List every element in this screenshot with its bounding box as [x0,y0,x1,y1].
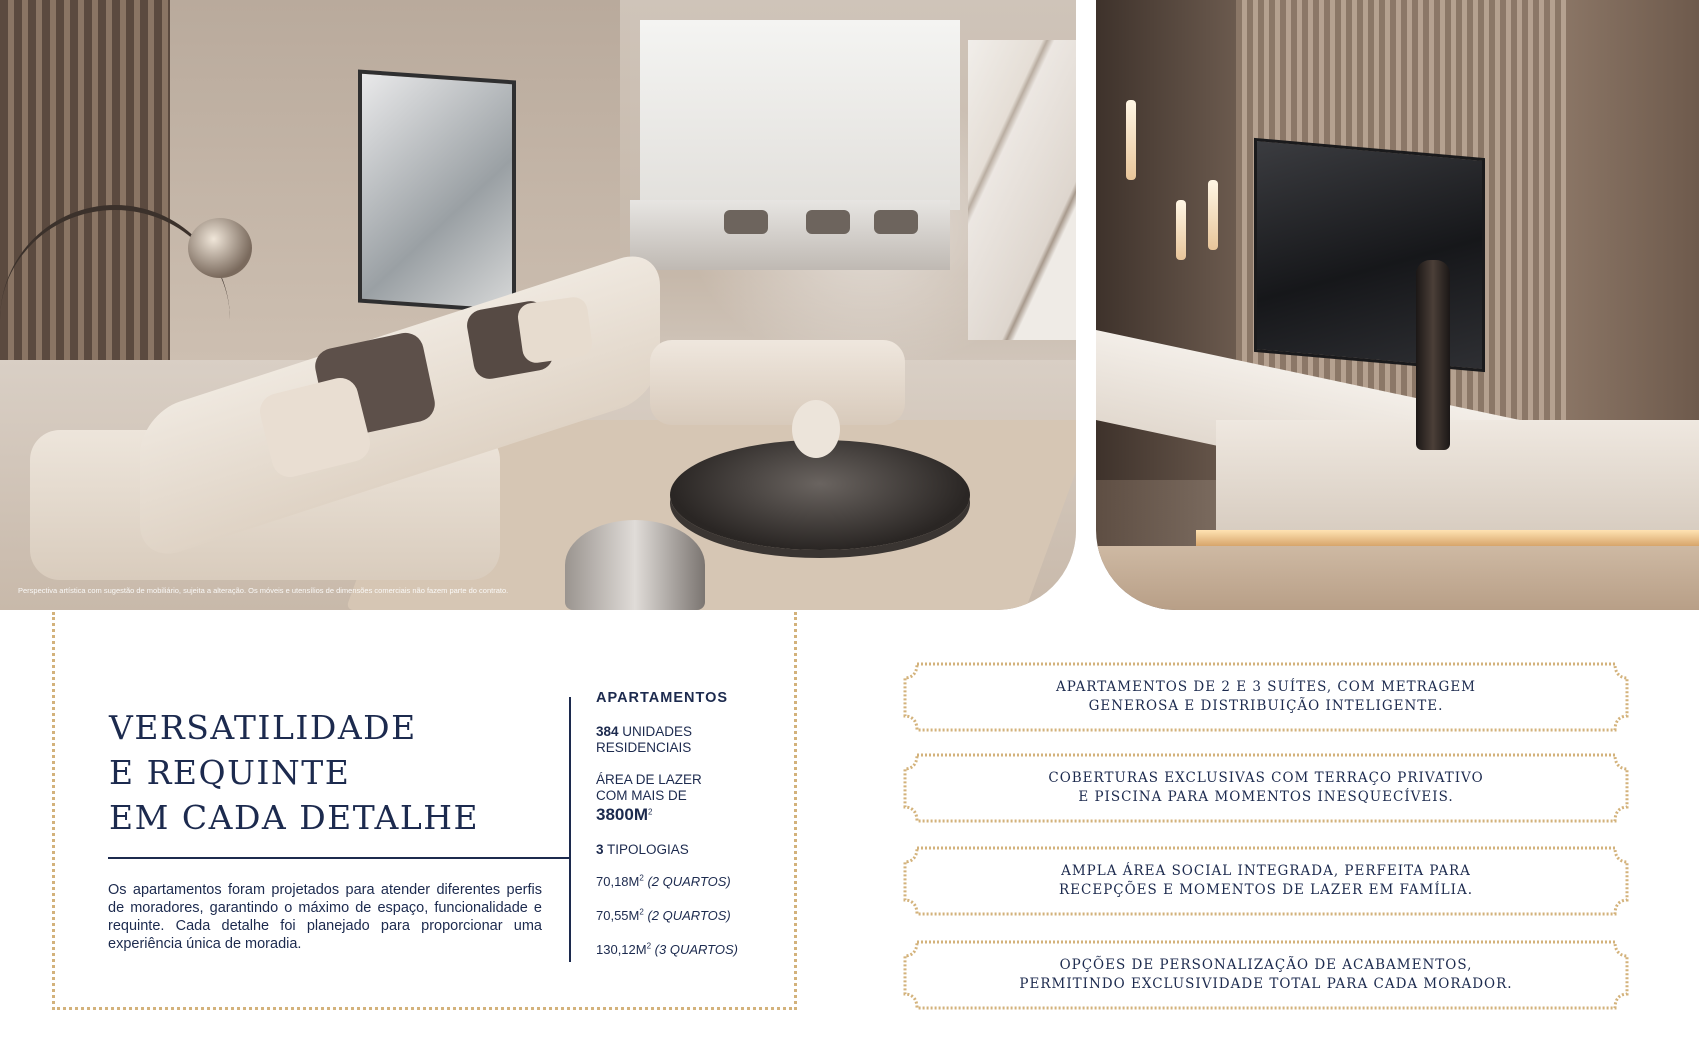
sofa-chaise [650,340,905,425]
types-label: TIPOLOGIAS [607,842,689,857]
floor [1096,546,1699,610]
typology-rooms: (2 QUARTOS) [647,874,731,889]
headline-line: EM CADA DETALHE [109,798,480,837]
units-spec [596,724,786,756]
horizontal-divider [108,857,570,859]
tv-room-photo [1096,0,1699,610]
leisure-label: ÁREA DE LAZER [596,772,702,787]
typology-area: 70,55M [596,908,640,923]
headline-line: VERSATILIDADE [109,708,417,747]
feature-banner [903,846,1629,916]
leisure-label: COM MAIS DE [596,788,687,803]
feature-text [903,753,1629,823]
typology-rooms: (2 QUARTOS) [647,908,731,923]
feature-line: E PISCINA PARA MOMENTOS INESQUECÍVEIS. [1078,789,1454,805]
television [1254,138,1485,372]
typology-area: 70,18M [596,874,640,889]
feature-line: APARTAMENTOS DE 2 E 3 SUÍTES, COM METRAGEM [1056,679,1476,695]
pendant-light [1126,100,1136,180]
specs-title: APARTAMENTOS [596,690,729,706]
pendant-light [1208,180,1218,250]
feature-text [903,940,1629,1010]
wall-tv [358,69,516,313]
intro-body: Os apartamentos foram projetados para atender diferentes perfis de moradores, garantindo o máximo de espaço, funcionalidade e requinte. Cada detalhe foi planejado para proporcionar uma experiência única de moradia. [108,882,542,952]
feature-text [903,662,1629,732]
vertical-divider [569,697,571,962]
unit-superscript: 2 [647,807,653,817]
cushion [516,295,594,364]
feature-line: OPÇÕES DE PERSONALIZAÇÃO DE ACABAMENTOS, [1059,957,1473,973]
bar-stool [806,210,850,234]
unit-superscript: 2 [639,873,644,883]
feature-banner [903,662,1629,732]
flower-vase [792,400,840,458]
leisure-spec [596,772,786,826]
unit-superscript: 2 [639,907,644,917]
units-label: UNIDADES [622,724,693,739]
led-strip [1196,530,1699,546]
right-wall [1566,0,1699,480]
units-label: RESIDENCIAIS [596,740,692,755]
headline-line: E REQUINTE [109,753,351,792]
typology-row [596,874,786,890]
feature-line: GENEROSA E DISTRIBUIÇÃO INTELIGENTE. [1088,698,1444,714]
photo-disclaimer: Perspectiva artística com sugestão de mobiliário, sujeita a alteração. Os móveis e utensílios de dimensões comerciais não fazem parte do contrato. [18,586,509,595]
unit-superscript: 2 [646,941,652,951]
typology-rooms: (3 QUARTOS) [654,942,738,957]
feature-banner [903,940,1629,1010]
console-front [1216,420,1699,530]
bar-stool [874,210,918,234]
typology-area: 130,12M [596,942,647,957]
feature-banner [903,753,1629,823]
feature-line: COBERTURAS EXCLUSIVAS COM TERRAÇO PRIVATIVO [1048,770,1484,786]
pendant-light [1176,200,1186,260]
side-table [565,520,705,610]
marble-wall [968,40,1076,340]
feature-line: RECEPÇÕES E MOMENTOS DE LAZER EM FAMÍLIA. [1059,882,1473,898]
typology-row [596,908,786,924]
typology-row [596,942,786,958]
headline [109,705,579,840]
types-number: 3 [596,842,604,857]
specs-column [596,690,786,976]
typologies-spec [596,842,786,858]
feature-line: AMPLA ÁREA SOCIAL INTEGRADA, PERFEITA PARA [1061,863,1471,879]
decor-bottle [1416,260,1450,450]
feature-text [903,846,1629,916]
bar-stool [724,210,768,234]
units-number: 384 [596,724,619,739]
floor-lamp-shade [188,218,252,278]
leisure-value: 3800M [596,805,648,824]
feature-line: PERMITINDO EXCLUSIVIDADE TOTAL PARA CADA MORADOR. [1019,976,1513,992]
kitchen-window [640,20,960,210]
living-room-photo [0,0,1076,610]
